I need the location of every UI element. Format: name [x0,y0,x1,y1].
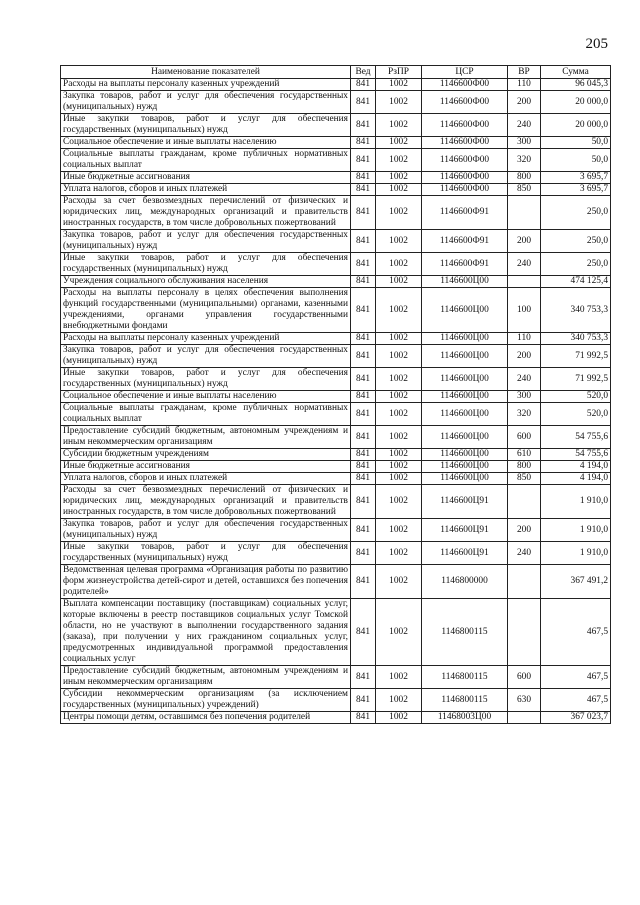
cell-rzpr: 1002 [376,519,422,542]
cell-csr: 1146600Ц00 [422,345,508,368]
cell-vr [508,196,541,230]
cell-vr [508,712,541,724]
cell-vr: 200 [508,230,541,253]
cell-sum: 250,0 [541,196,611,230]
cell-ved: 841 [351,333,376,345]
cell-name: Иные бюджетные ассигнования [61,172,351,184]
cell-rzpr: 1002 [376,253,422,276]
cell-sum: 250,0 [541,253,611,276]
cell-ved: 841 [351,114,376,137]
cell-sum: 467,5 [541,599,611,666]
cell-ved: 841 [351,253,376,276]
cell-vr: 300 [508,137,541,149]
cell-name: Учреждения социального обслуживания населения [61,276,351,288]
cell-ved: 841 [351,91,376,114]
cell-ved: 841 [351,449,376,461]
cell-sum: 3 695,7 [541,172,611,184]
table-row [61,461,611,473]
cell-ved: 841 [351,184,376,196]
cell-csr: 1146600Ф00 [422,91,508,114]
cell-vr: 240 [508,542,541,565]
cell-sum: 4 194,0 [541,461,611,473]
cell-ved: 841 [351,230,376,253]
header-rzpr: РзПР [376,66,422,79]
cell-ved: 841 [351,345,376,368]
cell-sum: 520,0 [541,403,611,426]
cell-ved: 841 [351,485,376,519]
cell-csr: 1146600Ц91 [422,542,508,565]
cell-ved: 841 [351,666,376,689]
cell-csr: 1146600Ф91 [422,196,508,230]
cell-csr: 1146800115 [422,666,508,689]
cell-sum: 54 755,6 [541,449,611,461]
cell-csr: 1146600Ф91 [422,253,508,276]
cell-ved: 841 [351,542,376,565]
budget-table [60,65,611,724]
cell-sum: 71 992,5 [541,368,611,391]
cell-vr: 300 [508,391,541,403]
cell-name: Закупка товаров, работ и услуг для обеспечения государственных (муниципальных) нужд [61,519,351,542]
cell-sum: 367 491,2 [541,565,611,599]
table-row [61,599,611,666]
cell-name: Субсидии бюджетным учреждениям [61,449,351,461]
table-row [61,391,611,403]
cell-name: Расходы за счет безвозмездных перечислений от физических и юридических лиц, международных организаций и правительств иностранных государств, в том числе добровольных пожертвований [61,196,351,230]
cell-vr: 200 [508,345,541,368]
cell-sum: 3 695,7 [541,184,611,196]
cell-sum: 367 023,7 [541,712,611,724]
cell-name: Социальные выплаты гражданам, кроме публичных нормативных социальных выплат [61,149,351,172]
cell-name: Ведомственная целевая программа «Организация работы по развитию форм жизнеустройства детей-сирот и детей, оставшихся без попечения родителей» [61,565,351,599]
cell-ved: 841 [351,599,376,666]
cell-csr: 1146600Ц00 [422,449,508,461]
cell-ved: 841 [351,149,376,172]
cell-name: Предоставление субсидий бюджетным, автономным учреждениям и иным некоммерческим организациям [61,666,351,689]
cell-name: Уплата налогов, сборов и иных платежей [61,473,351,485]
cell-sum: 50,0 [541,149,611,172]
table-row [61,449,611,461]
cell-vr: 600 [508,666,541,689]
cell-ved: 841 [351,391,376,403]
cell-vr: 630 [508,689,541,712]
table-row [61,403,611,426]
table-row [61,345,611,368]
header-name: Наименование показателей [61,66,351,79]
cell-name: Субсидии некоммерческим организациям (за исключением государственных (муниципальных) учреждений) [61,689,351,712]
table-row [61,426,611,449]
cell-rzpr: 1002 [376,196,422,230]
cell-csr: 1146600Ц00 [422,461,508,473]
cell-vr: 110 [508,333,541,345]
cell-vr: 320 [508,149,541,172]
cell-sum: 50,0 [541,137,611,149]
cell-vr: 110 [508,79,541,91]
table-row [61,184,611,196]
cell-name: Уплата налогов, сборов и иных платежей [61,184,351,196]
cell-vr: 200 [508,91,541,114]
cell-vr: 240 [508,114,541,137]
cell-csr: 1146800115 [422,689,508,712]
cell-rzpr: 1002 [376,403,422,426]
cell-sum: 467,5 [541,689,611,712]
table-body [61,79,611,724]
cell-rzpr: 1002 [376,230,422,253]
cell-name: Центры помощи детям, оставшимся без попечения родителей [61,712,351,724]
cell-sum: 340 753,3 [541,333,611,345]
cell-ved: 841 [351,473,376,485]
cell-name: Социальные выплаты гражданам, кроме публичных нормативных социальных выплат [61,403,351,426]
cell-name: Иные закупки товаров, работ и услуг для обеспечения государственных (муниципальных) нужд [61,114,351,137]
cell-vr: 200 [508,519,541,542]
cell-ved: 841 [351,276,376,288]
cell-sum: 54 755,6 [541,426,611,449]
cell-name: Иные закупки товаров, работ и услуг для обеспечения государственных (муниципальных) нужд [61,253,351,276]
cell-rzpr: 1002 [376,345,422,368]
cell-sum: 20 000,0 [541,114,611,137]
cell-csr: 1146600Ц00 [422,473,508,485]
cell-ved: 841 [351,565,376,599]
table-row [61,288,611,333]
cell-name: Социальное обеспечение и иные выплаты населению [61,391,351,403]
cell-ved: 841 [351,461,376,473]
cell-sum: 520,0 [541,391,611,403]
cell-name: Социальное обеспечение и иные выплаты населению [61,137,351,149]
cell-ved: 841 [351,172,376,184]
table-row [61,473,611,485]
cell-vr: 240 [508,368,541,391]
cell-vr: 100 [508,288,541,333]
cell-rzpr: 1002 [376,485,422,519]
table-row [61,230,611,253]
cell-csr: 1146600Ц00 [422,391,508,403]
table-header-row [61,66,611,79]
cell-rzpr: 1002 [376,172,422,184]
cell-rzpr: 1002 [376,137,422,149]
cell-sum: 340 753,3 [541,288,611,333]
table-row [61,114,611,137]
cell-csr: 1146600Ф00 [422,184,508,196]
cell-rzpr: 1002 [376,666,422,689]
cell-rzpr: 1002 [376,368,422,391]
table-row [61,542,611,565]
cell-ved: 841 [351,403,376,426]
cell-vr: 850 [508,184,541,196]
cell-csr: 1146600Ц00 [422,403,508,426]
cell-ved: 841 [351,689,376,712]
cell-csr: 1146600Ц00 [422,276,508,288]
cell-rzpr: 1002 [376,599,422,666]
header-csr: ЦСР [422,66,508,79]
cell-name: Расходы на выплаты персоналу в целях обеспечения выполнения функций государственными (муниципальными) органами, казенными учреждениями, органами управления государственными внебюджетными фондами [61,288,351,333]
cell-csr: 1146600Ф91 [422,230,508,253]
cell-sum: 467,5 [541,666,611,689]
cell-rzpr: 1002 [376,449,422,461]
cell-csr: 1146600Ц91 [422,519,508,542]
header-sum: Сумма [541,66,611,79]
cell-csr: 1146600Ц00 [422,426,508,449]
table-row [61,485,611,519]
cell-vr: 320 [508,403,541,426]
page-number: 205 [585,36,608,52]
cell-rzpr: 1002 [376,565,422,599]
cell-csr: 1146600Ц91 [422,485,508,519]
cell-rzpr: 1002 [376,426,422,449]
table-row [61,712,611,724]
cell-vr: 600 [508,426,541,449]
header-ved: Вед [351,66,376,79]
cell-vr: 800 [508,461,541,473]
cell-csr: 1146600Ф00 [422,172,508,184]
cell-rzpr: 1002 [376,288,422,333]
cell-vr: 850 [508,473,541,485]
cell-sum: 20 000,0 [541,91,611,114]
cell-name: Иные бюджетные ассигнования [61,461,351,473]
table-row [61,519,611,542]
cell-name: Выплата компенсации поставщику (поставщикам) социальных услуг, которые включены в реестр поставщиков социальных услуг Томской области, но не участвуют в выполнении государственного задания (заказа), при получении у них гражданином социальных услуг, предусмотренных индивидуальной программой предоставления социальных услуг [61,599,351,666]
cell-sum: 4 194,0 [541,473,611,485]
cell-name: Расходы на выплаты персоналу казенных учреждений [61,79,351,91]
cell-name: Закупка товаров, работ и услуг для обеспечения государственных (муниципальных) нужд [61,230,351,253]
cell-name: Предоставление субсидий бюджетным, автономным учреждениям и иным некоммерческим организациям [61,426,351,449]
cell-csr: 1146600Ц00 [422,288,508,333]
cell-name: Закупка товаров, работ и услуг для обеспечения государственных (муниципальных) нужд [61,345,351,368]
cell-sum: 1 910,0 [541,485,611,519]
table-row [61,79,611,91]
table-row [61,196,611,230]
cell-vr [508,565,541,599]
cell-ved: 841 [351,519,376,542]
cell-rzpr: 1002 [376,461,422,473]
cell-csr: 1146600Ф00 [422,137,508,149]
cell-ved: 841 [351,288,376,333]
cell-ved: 841 [351,426,376,449]
cell-ved: 841 [351,196,376,230]
cell-ved: 841 [351,368,376,391]
cell-rzpr: 1002 [376,473,422,485]
cell-sum: 250,0 [541,230,611,253]
cell-csr: 1146600Ф00 [422,79,508,91]
cell-csr: 1146600Ф00 [422,149,508,172]
table-row [61,253,611,276]
cell-rzpr: 1002 [376,542,422,565]
table-row [61,137,611,149]
table-row [61,149,611,172]
cell-name: Закупка товаров, работ и услуг для обеспечения государственных (муниципальных) нужд [61,91,351,114]
cell-sum: 474 125,4 [541,276,611,288]
cell-rzpr: 1002 [376,276,422,288]
cell-sum: 96 045,3 [541,79,611,91]
cell-name: Расходы за счет безвозмездных перечислений от физических и юридических лиц, международных организаций и правительств иностранных государств, в том числе добровольных пожертвований [61,485,351,519]
cell-vr [508,599,541,666]
cell-vr: 800 [508,172,541,184]
cell-ved: 841 [351,79,376,91]
cell-rzpr: 1002 [376,689,422,712]
cell-name: Иные закупки товаров, работ и услуг для обеспечения государственных (муниципальных) нужд [61,368,351,391]
cell-rzpr: 1002 [376,391,422,403]
cell-csr: 1146800000 [422,565,508,599]
cell-vr: 240 [508,253,541,276]
cell-csr: 11468003Ц00 [422,712,508,724]
cell-vr [508,485,541,519]
cell-ved: 841 [351,137,376,149]
cell-csr: 1146600Ф00 [422,114,508,137]
cell-rzpr: 1002 [376,114,422,137]
table-row [61,565,611,599]
cell-sum: 71 992,5 [541,345,611,368]
table-row [61,276,611,288]
table-row [61,333,611,345]
table-row [61,666,611,689]
table-row [61,172,611,184]
cell-csr: 1146600Ц00 [422,333,508,345]
cell-ved: 841 [351,712,376,724]
cell-rzpr: 1002 [376,712,422,724]
cell-vr: 610 [508,449,541,461]
cell-vr [508,276,541,288]
cell-rzpr: 1002 [376,149,422,172]
cell-csr: 1146600Ц00 [422,368,508,391]
cell-rzpr: 1002 [376,333,422,345]
cell-rzpr: 1002 [376,91,422,114]
cell-name: Иные закупки товаров, работ и услуг для обеспечения государственных (муниципальных) нужд [61,542,351,565]
cell-csr: 1146800115 [422,599,508,666]
cell-rzpr: 1002 [376,184,422,196]
table-row [61,368,611,391]
cell-sum: 1 910,0 [541,542,611,565]
table-row [61,689,611,712]
cell-name: Расходы на выплаты персоналу казенных учреждений [61,333,351,345]
header-vr: ВР [508,66,541,79]
table-row [61,91,611,114]
cell-sum: 1 910,0 [541,519,611,542]
cell-rzpr: 1002 [376,79,422,91]
